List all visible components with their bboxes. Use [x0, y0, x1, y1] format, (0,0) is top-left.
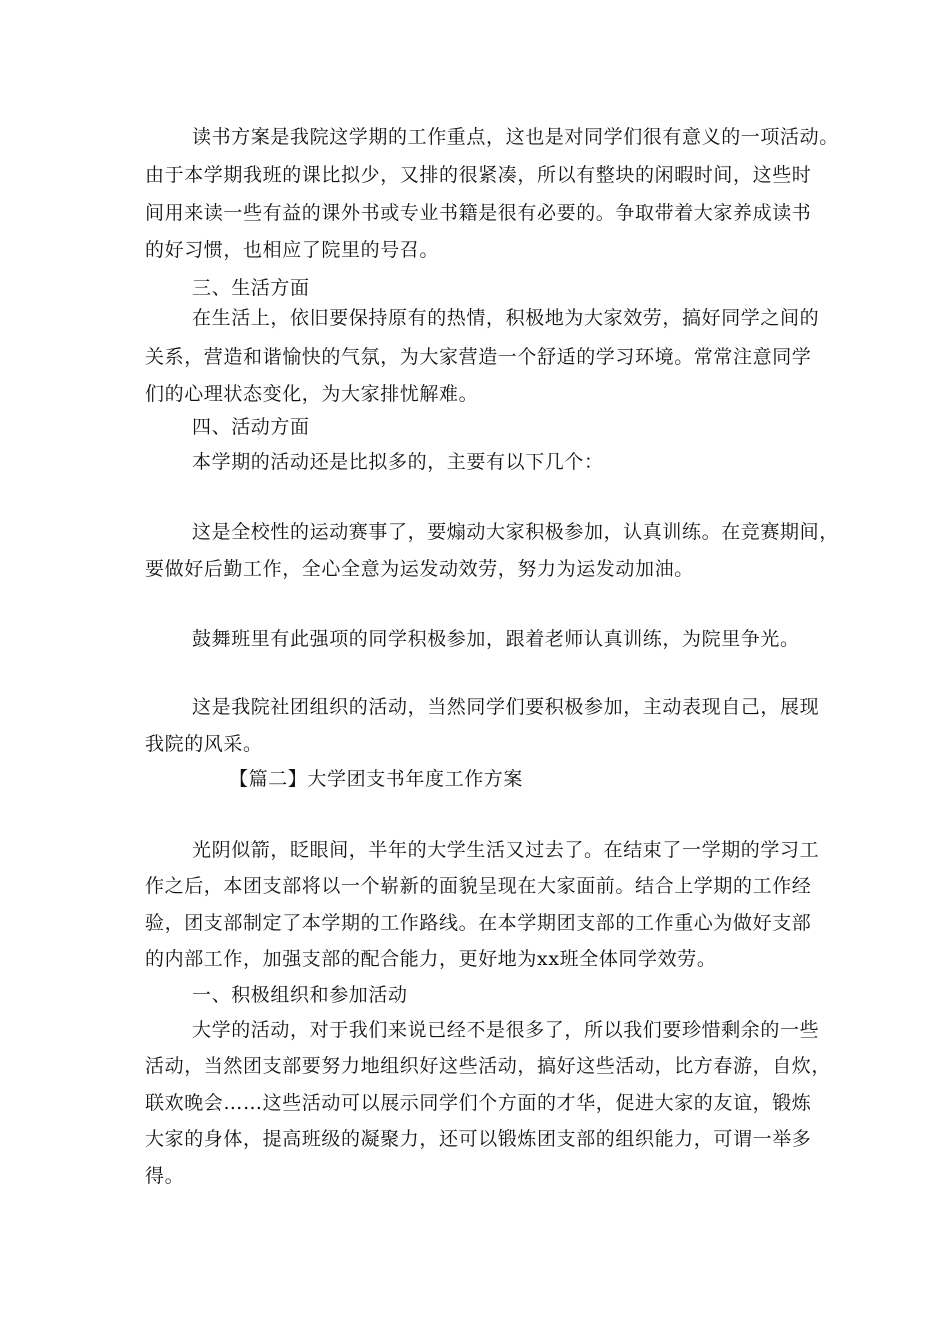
- paragraph-line: 这是我院社团组织的活动，当然同学们要积极参加，主动表现自己，展现: [192, 696, 820, 718]
- paragraph-line: 由于本学期我班的课比拟少，又排的很紧凑，所以有整块的闲暇时间，这些时: [145, 164, 812, 186]
- paragraph-line: 大家的身体，提高班级的凝聚力，还可以锻炼团支部的组织能力，可谓一举多: [145, 1128, 812, 1150]
- paragraph-line: 在生活上，依旧要保持原有的热情，积极地为大家效劳，搞好同学之间的: [192, 307, 820, 329]
- paragraph-line: 我院的风采。: [145, 733, 263, 755]
- paragraph-line: 的内部工作，加强支部的配合能力，更好地为xx班全体同学效劳。: [145, 948, 717, 970]
- paragraph-line: 活动，当然团支部要努力地组织好这些活动，搞好这些活动，比方春游，自炊，: [145, 1055, 832, 1077]
- paragraph-line: 读书方案是我院这学期的工作重点，这也是对同学们很有意义的一项活动。: [192, 126, 839, 148]
- section-heading: 三、生活方面: [192, 277, 310, 299]
- paragraph-line: 们的心理状态变化，为大家排忧解难。: [145, 383, 479, 405]
- paragraph-line: 联欢晚会……这些活动可以展示同学们个方面的才华，促进大家的友谊，锻炼: [145, 1092, 812, 1114]
- paragraph-line: 大学的活动，对于我们来说已经不是很多了，所以我们要珍惜剩余的一些: [192, 1019, 820, 1041]
- document-title: 【篇二】大学团支书年度工作方案: [229, 768, 524, 790]
- paragraph-line: 本学期的活动还是比拟多的，主要有以下几个：: [192, 451, 604, 473]
- paragraph-line: 鼓舞班里有此强项的同学积极参加，跟着老师认真训练，为院里争光。: [192, 628, 800, 650]
- paragraph-line: 光阴似箭，眨眼间，半年的大学生活又过去了。在结束了一学期的学习工: [192, 839, 820, 861]
- paragraph-line: 间用来读一些有益的课外书或专业书籍是很有必要的。争取带着大家养成读书: [145, 202, 812, 224]
- paragraph-line: 的好习惯，也相应了院里的号召。: [145, 239, 440, 261]
- paragraph-line: 得。: [145, 1165, 185, 1187]
- paragraph-line: 验，团支部制定了本学期的工作路线。在本学期团支部的工作重心为做好支部: [145, 912, 812, 934]
- paragraph-line: 这是全校性的运动赛事了，要煽动大家积极参加，认真训练。在竞赛期间，: [192, 521, 839, 543]
- paragraph-line: 作之后，本团支部将以一个崭新的面貌呈现在大家面前。结合上学期的工作经: [145, 875, 812, 897]
- paragraph-line: 要做好后勤工作，全心全意为运发动效劳，努力为运发动加油。: [145, 558, 694, 580]
- section-heading: 一、积极组织和参加活动: [192, 984, 408, 1006]
- paragraph-line: 关系，营造和谐愉快的气氛，为大家营造一个舒适的学习环境。常常注意同学: [145, 346, 812, 368]
- section-heading: 四、活动方面: [192, 416, 310, 438]
